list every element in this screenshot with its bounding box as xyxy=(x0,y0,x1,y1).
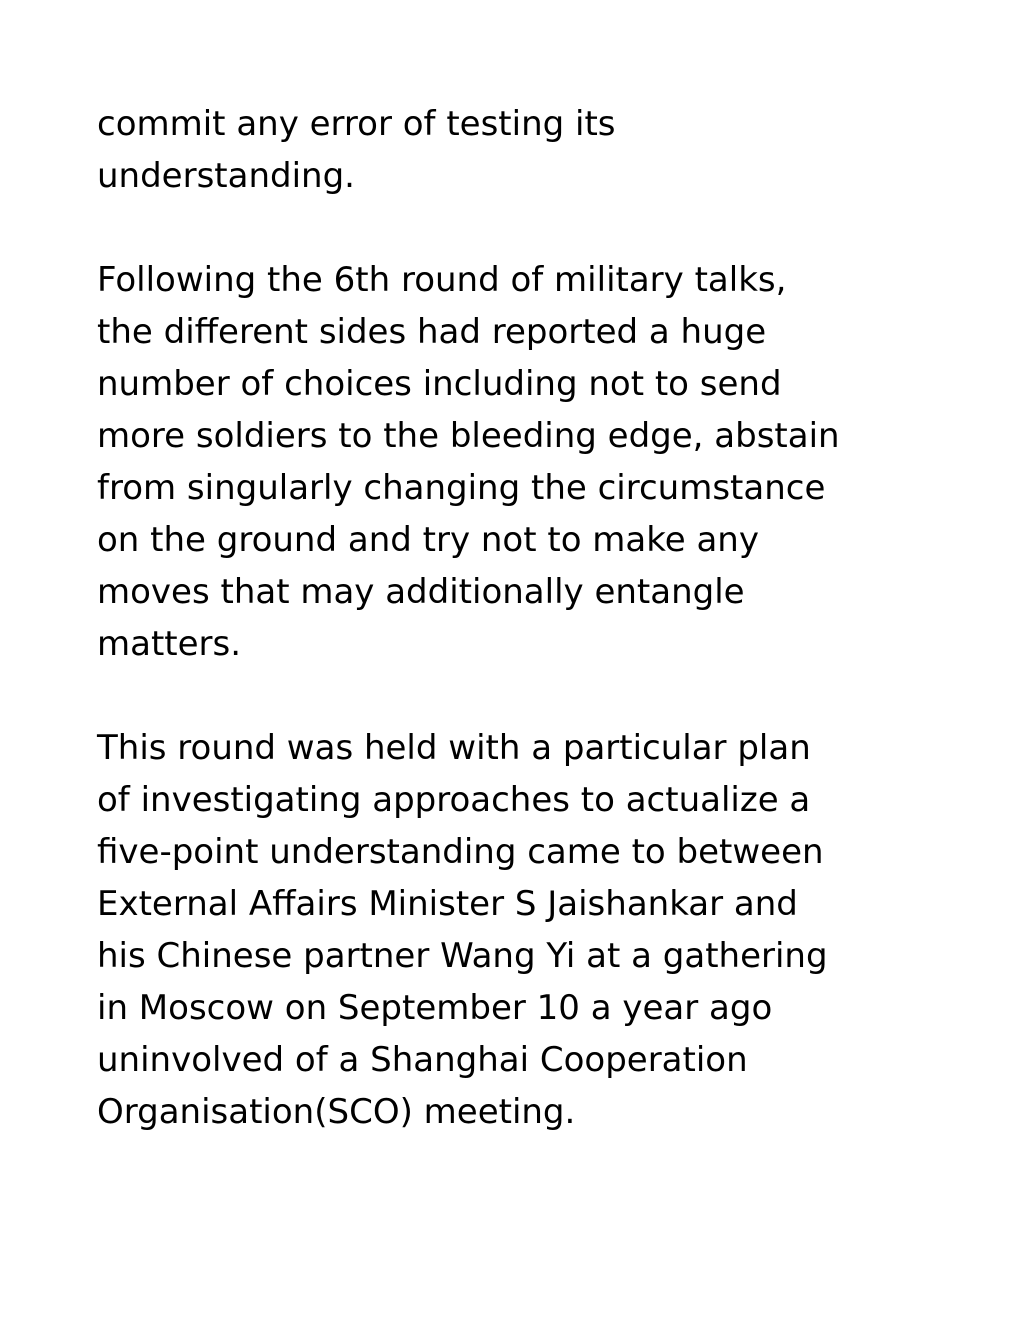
paragraph-line: understanding. xyxy=(97,156,355,196)
paragraph-line: uninvolved of a Shanghai Cooperation xyxy=(97,1040,748,1080)
paragraph-line: Organisation(SCO) meeting. xyxy=(97,1092,576,1132)
paragraph-line: of investigating approaches to actualize a xyxy=(97,780,811,820)
paragraph-line: This round was held with a particular plan xyxy=(97,728,811,768)
paragraph-line: from singularly changing the circumstance xyxy=(97,468,826,508)
document-page xyxy=(97,98,937,1190)
paragraph-line: number of choices including not to send xyxy=(97,364,782,404)
paragraph-line: the different sides had reported a huge xyxy=(97,312,767,352)
paragraph-line: commit any error of testing its xyxy=(97,104,616,144)
paragraph-line: moves that may additionally entangle xyxy=(97,572,745,612)
paragraph-line: matters. xyxy=(97,624,242,664)
paragraph-line: five-point understanding came to between xyxy=(97,832,824,872)
paragraph-line: on the ground and try not to make any xyxy=(97,520,759,560)
paragraph-1 xyxy=(97,98,937,202)
paragraph-3 xyxy=(97,722,937,1138)
paragraph-line: Following the 6th round of military talks, xyxy=(97,260,787,300)
paragraph-line: more soldiers to the bleeding edge, abstain xyxy=(97,416,840,456)
paragraph-line: in Moscow on September 10 a year ago xyxy=(97,988,773,1028)
paragraph-2 xyxy=(97,254,937,670)
paragraph-line: External Affairs Minister S Jaishankar and xyxy=(97,884,798,924)
paragraph-line: his Chinese partner Wang Yi at a gathering xyxy=(97,936,828,976)
